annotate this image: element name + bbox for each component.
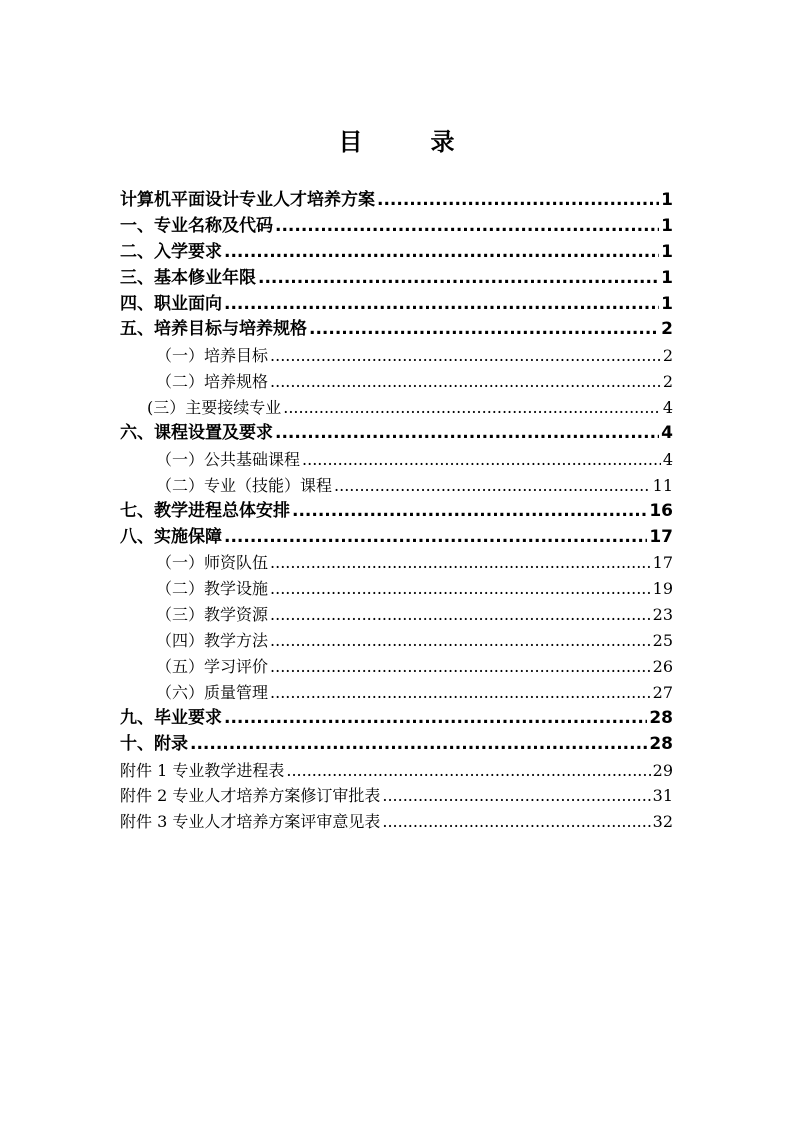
toc-subentry[interactable] <box>120 343 673 369</box>
toc-entry-label: 二、入学要求 <box>120 241 222 262</box>
toc-page-number: 27 <box>652 682 673 702</box>
toc-dot-leader <box>224 240 659 266</box>
toc-page-number: 1 <box>661 267 673 288</box>
toc-entry-label: (三）主要接续专业 <box>147 398 282 418</box>
toc-entry[interactable] <box>120 240 673 266</box>
toc-entry-label: （二）专业（技能）课程 <box>156 475 333 495</box>
toc-entry-label: （六）质量管理 <box>156 682 269 702</box>
toc-dot-leader <box>270 628 651 654</box>
toc-subentry[interactable] <box>120 576 673 602</box>
toc-dot-leader <box>382 783 650 809</box>
toc-subentry[interactable] <box>120 628 673 654</box>
toc-entry[interactable] <box>120 266 673 292</box>
toc-dot-leader <box>270 343 661 369</box>
toc-entry-label: （一）培养目标 <box>156 346 269 366</box>
toc-dot-leader <box>270 576 651 602</box>
toc-dot-leader <box>283 395 661 421</box>
toc-attachment-entry[interactable] <box>120 758 673 784</box>
toc-dot-leader <box>224 706 647 732</box>
toc-subentry[interactable] <box>120 447 673 473</box>
toc-dot-leader <box>224 292 659 318</box>
toc-dot-leader <box>270 602 651 628</box>
toc-attachment-entry[interactable] <box>120 809 673 835</box>
toc-dot-leader <box>286 758 650 784</box>
toc-attachment-entry[interactable] <box>120 783 673 809</box>
toc-page-number: 23 <box>652 605 673 625</box>
toc-entry-label: 附件 3 专业人才培养方案评审意见表 <box>120 812 381 832</box>
toc-page-number: 2 <box>662 372 673 392</box>
toc-subentry[interactable] <box>120 473 673 499</box>
toc-dot-leader <box>377 188 659 214</box>
toc-page-number: 25 <box>652 631 673 651</box>
toc-page-number: 19 <box>652 579 673 599</box>
toc-entry-label: （一）公共基础课程 <box>156 449 301 469</box>
toc-page-number: 17 <box>652 553 673 573</box>
toc-page-number: 2 <box>661 319 673 340</box>
toc-page-number: 4 <box>661 423 673 444</box>
toc-page-number: 4 <box>662 398 673 418</box>
toc-entry-label: （三）教学资源 <box>156 605 269 625</box>
toc-entry-label: （一）师资队伍 <box>156 553 269 573</box>
toc-entry[interactable] <box>120 732 673 758</box>
toc-dot-leader <box>224 525 647 551</box>
toc-dot-leader <box>270 680 651 706</box>
toc-page-number: 31 <box>652 786 673 806</box>
toc-subentry[interactable] <box>120 550 673 576</box>
toc-entry[interactable] <box>120 525 673 551</box>
toc-dot-leader <box>382 809 650 835</box>
toc-dot-leader <box>275 214 659 240</box>
toc-subentry[interactable] <box>120 680 673 706</box>
toc-entry-label: 八、实施保障 <box>120 526 222 547</box>
toc-entry-label: 七、教学进程总体安排 <box>120 500 290 521</box>
toc-dot-leader <box>258 266 659 292</box>
toc-page-number: 26 <box>652 657 673 677</box>
toc-entry-label: （二）培养规格 <box>156 372 269 392</box>
table-of-contents <box>120 188 673 835</box>
toc-entry[interactable] <box>120 188 673 214</box>
toc-dot-leader <box>270 369 661 395</box>
toc-entry-label: （四）教学方法 <box>156 631 269 651</box>
toc-page-number: 1 <box>661 215 673 236</box>
toc-dot-leader <box>334 473 651 499</box>
toc-entry[interactable] <box>120 421 673 447</box>
toc-dot-leader <box>270 550 651 576</box>
toc-entry[interactable] <box>120 214 673 240</box>
toc-subentry[interactable] <box>120 395 673 421</box>
toc-dot-leader <box>292 499 647 525</box>
toc-entry-label: 一、专业名称及代码 <box>120 215 273 236</box>
toc-entry[interactable] <box>120 292 673 318</box>
toc-dot-leader <box>190 732 647 758</box>
toc-entry-label: 六、课程设置及要求 <box>120 423 273 444</box>
toc-entry-label: 附件 1 专业教学进程表 <box>120 760 285 780</box>
toc-entry-label: 附件 2 专业人才培养方案修订审批表 <box>120 786 381 806</box>
toc-dot-leader <box>275 421 659 447</box>
toc-page-number: 17 <box>649 526 673 547</box>
toc-page-number: 28 <box>649 733 673 754</box>
toc-entry-label: 四、职业面向 <box>120 293 222 314</box>
toc-page-number: 16 <box>649 500 673 521</box>
toc-dot-leader <box>270 654 651 680</box>
toc-dot-leader <box>309 317 659 343</box>
toc-entry-label: 九、毕业要求 <box>120 707 222 728</box>
toc-entry-label: 计算机平面设计专业人才培养方案 <box>120 190 375 210</box>
toc-subentry[interactable] <box>120 654 673 680</box>
toc-entry-label: （二）教学设施 <box>156 579 269 599</box>
toc-page-number: 11 <box>652 475 673 495</box>
toc-entry-label: 十、附录 <box>120 733 188 754</box>
toc-entry-label: 五、培养目标与培养规格 <box>120 319 307 340</box>
toc-subentry[interactable] <box>120 369 673 395</box>
page-title: 目 录 <box>338 128 477 156</box>
toc-page-number: 4 <box>662 449 673 469</box>
toc-page-number: 29 <box>652 760 673 780</box>
toc-entry[interactable] <box>120 499 673 525</box>
toc-subentry[interactable] <box>120 602 673 628</box>
toc-page-number: 32 <box>652 812 673 832</box>
toc-entry[interactable] <box>120 317 673 343</box>
toc-page-number: 1 <box>661 241 673 262</box>
toc-page-number: 2 <box>662 346 673 366</box>
toc-page-number: 1 <box>661 293 673 314</box>
toc-entry-label: （五）学习评价 <box>156 657 269 677</box>
toc-entry[interactable] <box>120 706 673 732</box>
toc-page-number: 28 <box>649 707 673 728</box>
toc-page-number: 1 <box>661 190 673 210</box>
toc-entry-label: 三、基本修业年限 <box>120 267 256 288</box>
toc-dot-leader <box>302 447 661 473</box>
